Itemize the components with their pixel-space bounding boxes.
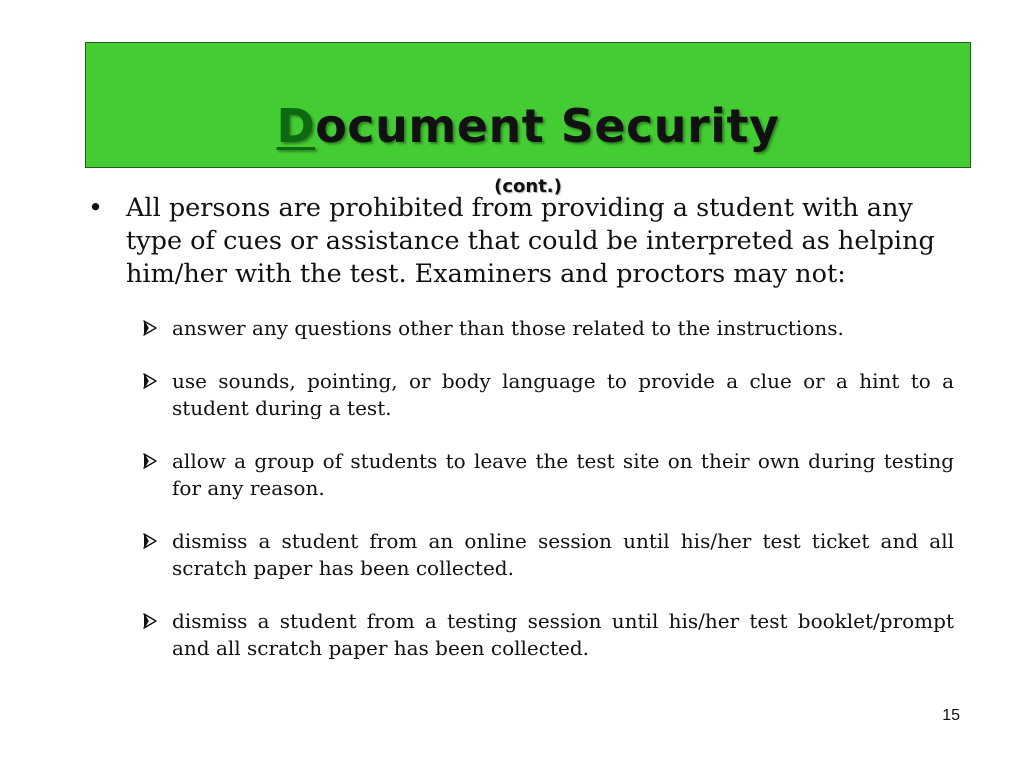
title-rest: ocument Security	[315, 99, 780, 153]
list-item-text: answer any questions other than those related to the instructions.	[172, 316, 844, 340]
sub-bullet-list	[86, 315, 954, 662]
bullet-dot-icon: •	[88, 193, 104, 223]
arrow-bullet-icon	[142, 372, 158, 390]
list-item	[138, 315, 954, 342]
arrow-bullet-icon	[142, 532, 158, 550]
list-item	[138, 528, 954, 582]
main-bullet-text: All persons are prohibited from providing a student with any type of cues or assistance that could be interpreted as helping him/her with the test. Examiners and proctors may not:	[126, 193, 935, 289]
title-banner	[85, 42, 971, 197]
arrow-bullet-icon	[142, 612, 158, 630]
arrow-bullet-icon	[142, 319, 158, 337]
list-item-text: dismiss a student from an online session until his/her test ticket and all scratch paper has been collected.	[172, 529, 954, 580]
list-item-text: use sounds, pointing, or body language to provide a clue or a hint to a student during a test.	[172, 369, 954, 420]
main-bullet	[86, 192, 956, 291]
list-item-text: dismiss a student from a testing session until his/her test booklet/prompt and all scratch paper has been collected.	[172, 609, 954, 660]
slide-subtitle: (cont.)	[494, 176, 562, 197]
slide-title	[86, 99, 970, 153]
list-item	[138, 448, 954, 502]
page-number: 15	[942, 707, 960, 724]
arrow-bullet-icon	[142, 452, 158, 470]
list-item	[138, 608, 954, 662]
slide-content	[86, 192, 956, 688]
list-item	[138, 368, 954, 422]
list-item-text: allow a group of students to leave the test site on their own during testing for any reason.	[172, 449, 954, 500]
title-first-letter: D	[276, 99, 316, 153]
